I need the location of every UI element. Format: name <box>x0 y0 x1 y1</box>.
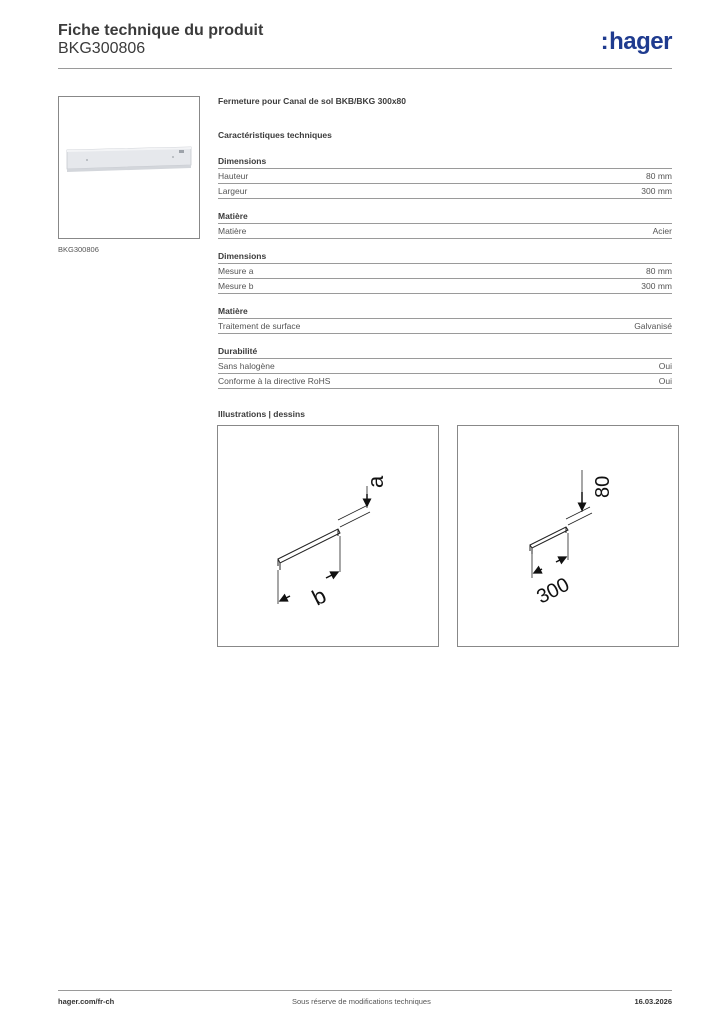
spec-value: 80 mm <box>646 266 672 276</box>
spec-label: Conforme à la directive RoHS <box>218 376 331 386</box>
spec-value: Galvanisé <box>634 321 672 331</box>
spec-row <box>218 319 672 334</box>
spec-row <box>218 279 672 294</box>
section-title: Matière <box>218 211 672 224</box>
spec-row <box>218 264 672 279</box>
plate-outline <box>530 527 568 554</box>
logo-text: hager <box>609 28 672 55</box>
spec-row <box>218 184 672 199</box>
spec-row <box>218 169 672 184</box>
dimension-lines <box>532 470 592 578</box>
spec-label: Traitement de surface <box>218 321 301 331</box>
dimension-drawing-values <box>457 425 679 647</box>
spec-section-dimensions <box>218 156 672 199</box>
spec-value: Acier <box>652 226 672 236</box>
spec-row <box>218 374 672 389</box>
spec-content <box>218 96 672 419</box>
product-image <box>58 96 200 239</box>
footer-website-link[interactable]: hager.com/fr-ch <box>58 997 115 1006</box>
dimension-label-width: 300 <box>533 573 574 609</box>
spec-value: 300 mm <box>641 281 672 291</box>
illustrations-title: Illustrations | dessins <box>218 409 305 419</box>
section-title: Durabilité <box>218 346 672 359</box>
dimension-lines <box>278 486 370 604</box>
spec-label: Sans halogène <box>218 361 275 371</box>
drawing-values-svg <box>458 426 678 646</box>
dimension-label-a: a <box>363 475 388 488</box>
drawing-ab-svg <box>218 426 438 646</box>
cover-plate-photo <box>59 97 199 238</box>
spec-section-measures <box>218 251 672 294</box>
spec-value: 80 mm <box>646 171 672 181</box>
footer-disclaimer: Sous réserve de modifications techniques <box>292 997 431 1006</box>
section-title: Dimensions <box>218 251 672 264</box>
product-description: Fermeture pour Canal de sol BKB/BKG 300x80 <box>218 96 407 106</box>
section-title: Matière <box>218 306 672 319</box>
footer-divider <box>58 990 672 991</box>
product-image-caption: BKG300806 <box>58 245 99 254</box>
spec-section-surface <box>218 306 672 334</box>
header-divider <box>58 68 672 69</box>
spec-section-durability <box>218 346 672 389</box>
spec-value: Oui <box>658 361 672 371</box>
plate-outline <box>278 529 340 570</box>
spec-label: Mesure b <box>218 281 254 291</box>
spec-label: Largeur <box>218 186 248 196</box>
spec-label: Hauteur <box>218 171 249 181</box>
page-title: Fiche technique du produit <box>58 22 264 39</box>
dimension-label-height: 80 <box>592 475 614 498</box>
hager-logo[interactable]: :hager <box>600 28 672 55</box>
spec-value: Oui <box>658 376 672 386</box>
spec-label: Matière <box>218 226 247 236</box>
spec-section-material <box>218 211 672 239</box>
technical-characteristics-title: Caractéristiques techniques <box>218 130 332 140</box>
product-reference: BKG300806 <box>58 40 146 57</box>
spec-row <box>218 224 672 239</box>
section-title: Dimensions <box>218 156 672 169</box>
page-header <box>58 22 672 68</box>
footer-date: 16.03.2026 <box>634 997 672 1006</box>
dimension-drawing-ab <box>217 425 439 647</box>
spec-row <box>218 359 672 374</box>
spec-label: Mesure a <box>218 266 254 276</box>
dimension-label-b: b <box>307 582 331 611</box>
spec-value: 300 mm <box>641 186 672 196</box>
